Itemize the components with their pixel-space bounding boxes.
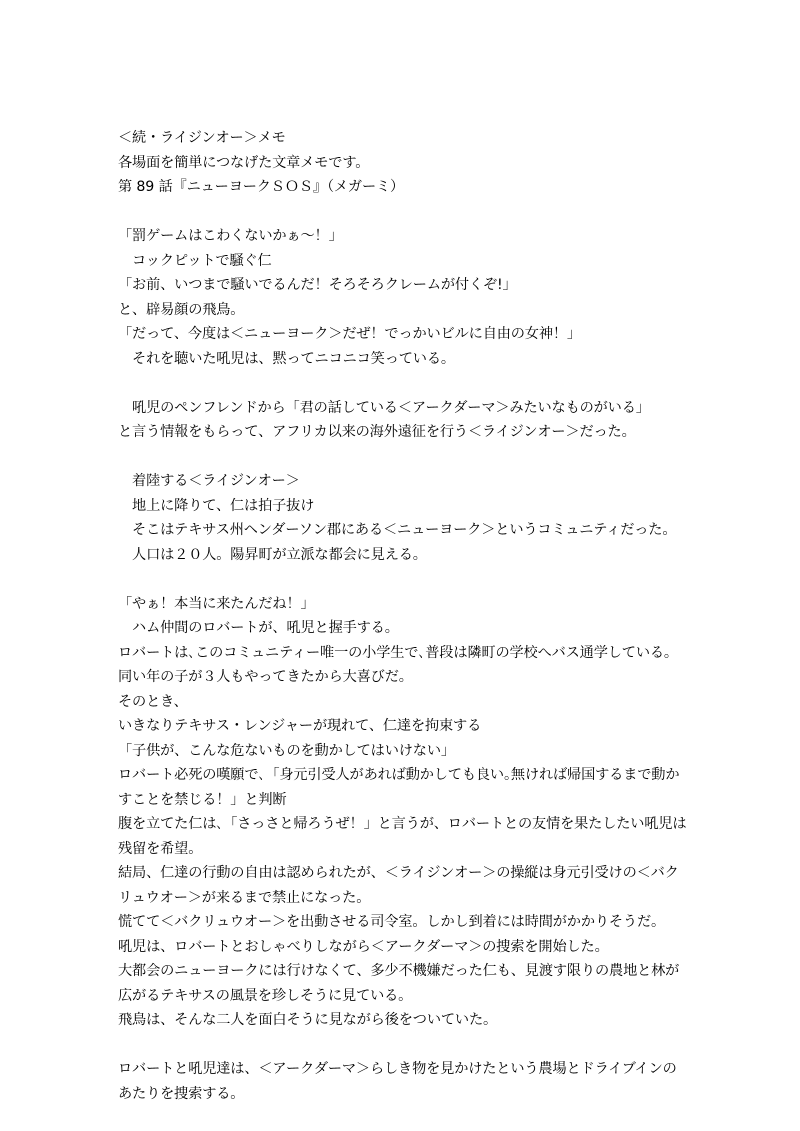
text-line: 大都会のニューヨークには行けなくて、多少不機嫌だった仁も、見渡す限りの農地と林が [118, 963, 680, 979]
text-line: すことを禁じる！」と判断 [118, 791, 287, 808]
paragraph-robert [118, 592, 698, 1033]
blank-line [118, 1033, 698, 1058]
paragraph-landing [118, 469, 698, 567]
blank-line [118, 445, 698, 470]
text-line: そこはテキサス州ヘンダーソン郡にある＜ニューヨーク＞というコミュニティだった。 [118, 522, 677, 538]
text-line: そのとき、 [118, 693, 188, 710]
text-line: 「だって、今度は＜ニューヨーク＞だぜ！でっかいビルに自由の女神！」 [118, 326, 581, 342]
memo-title: ＜続・ライジンオー＞メモ [118, 130, 286, 146]
text-line: 慌てて＜バクリュウオー＞を出動させる司令室。しかし到着には時間がかかりそうだ。 [118, 914, 666, 930]
text-line: あたりを捜索する。 [118, 1085, 245, 1102]
text-line: ロバート必死の嘆願で､「身元引受人があれば動かしても良い｡無ければ帰国するまで動か [118, 767, 680, 783]
text-line: 吼児のペンフレンドから「君の話している＜アークダーマ＞みたいなものがいる」 [118, 399, 650, 416]
text-line: と言う情報をもらって、アフリカ以来の海外遠征を行う＜ライジンオー＞だった。 [118, 424, 636, 440]
paragraph-penfriend [118, 396, 698, 445]
text-line: 「お前、いつまで騒いでるんだ！そろそろクレームが付くぞ!」 [118, 277, 517, 293]
text-line: それを聴いた吼児は、黙ってニコニコ笑っている。 [118, 350, 455, 367]
document-page [118, 126, 698, 1106]
text-line: 「やぁ！本当に来たんだね！」 [118, 595, 315, 612]
text-line: 人口は２０人。陽昇町が立派な都会に見える。 [118, 546, 427, 563]
paragraph-search [118, 1057, 698, 1106]
text-line: ロバートは､このコミュニティー唯一の小学生で､普段は隣町の学校へバス通学している。 [118, 644, 678, 661]
text-line: と、辟易顔の飛鳥。 [118, 301, 245, 318]
episode-title: 第 89 話『ニューヨークＳＯＳ』（メガーミ） [118, 179, 405, 195]
text-line: 広がるテキサスの風景を珍しそうに見ている。 [118, 987, 413, 1004]
text-line: 着陸する＜ライジンオー＞ [118, 473, 300, 489]
text-line: ロバートと吼児達は、＜アークダーマ＞らしき物を見かけたという農場とドライブインの [118, 1061, 677, 1077]
text-line: コックピットで騒ぐ仁 [118, 252, 272, 269]
paragraph-cockpit [118, 224, 698, 371]
blank-line [118, 567, 698, 592]
text-line: いきなりテキサス・レンジャーが現れて、仁達を拘束する [118, 718, 482, 734]
text-line: リュウオー＞が来るまで禁止になった。 [118, 889, 371, 906]
blank-line [118, 371, 698, 396]
blank-line [118, 200, 698, 225]
text-line: 飛鳥は、そんな二人を面白そうに見ながら後をついていた。 [118, 1012, 498, 1028]
text-line: 吼児は、ロバートとおしゃべりしながら＜アークダーマ＞の捜索を開始した。 [118, 938, 609, 955]
text-line: 「子供が、こんな危ないものを動かしてはいけない」 [118, 742, 455, 759]
text-line: 地上に降りて、仁は拍子抜け [118, 497, 315, 514]
text-line: 腹を立てた仁は､「さっさと帰ろうぜ！」と言うが、ロバートとの友情を果たしたい吼児は [118, 816, 687, 832]
text-line: 「罰ゲームはこわくないかぁ～！」 [118, 228, 343, 244]
text-line: 結局、仁達の行動の自由は認められたが、＜ライジンオー＞の操縦は身元引受けの＜バク [118, 865, 679, 881]
text-line: 残留を希望。 [118, 840, 203, 857]
text-line: 同い年の子が３人もやってきたから大喜びだ。 [118, 669, 413, 685]
document-header [118, 126, 698, 200]
text-line: ハム仲間のロバートが、吼児と握手する。 [118, 620, 399, 636]
memo-description: 各場面を簡単につなげた文章メモです。 [118, 154, 370, 171]
